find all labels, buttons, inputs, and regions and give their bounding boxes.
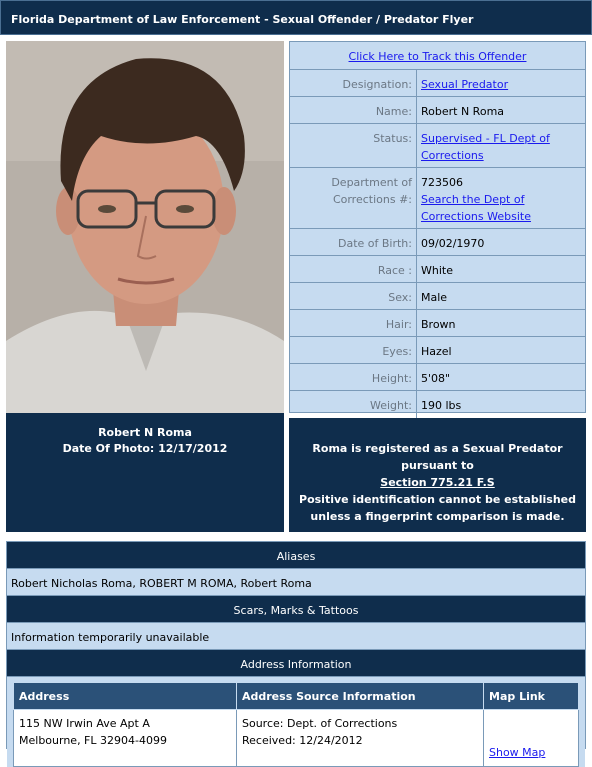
page-title: Florida Department of Law Enforcement - Sexual Offender / Predator Flyer — [0, 0, 592, 35]
info-row-eyes — [290, 337, 585, 364]
scars-heading: Scars, Marks & Tattoos — [7, 596, 585, 623]
designation-label: Designation: — [290, 70, 417, 96]
details-section — [6, 541, 586, 759]
address-line2: Melbourne, FL 32904-4099 — [19, 734, 167, 747]
address-table — [13, 682, 579, 767]
name-label: Name: — [290, 97, 417, 123]
info-row-weight — [290, 391, 585, 418]
eyes-label: Eyes: — [290, 337, 417, 363]
name-value: Robert N Roma — [421, 105, 505, 118]
doc-number-value: 723506 — [421, 176, 463, 189]
address-heading: Address Information — [7, 650, 585, 677]
weight-value: 190 lbs — [421, 399, 462, 412]
photo-caption — [6, 413, 284, 532]
info-row-dob — [290, 229, 585, 256]
status-label: Status: — [290, 124, 417, 167]
hair-value: Brown — [421, 318, 456, 331]
map-cell — [484, 710, 579, 767]
info-row-designation — [290, 70, 585, 97]
doc-number-label: Department of Corrections #: — [290, 168, 417, 228]
status-link[interactable]: Supervised - FL Dept of Corrections — [421, 132, 550, 162]
info-row-hair — [290, 310, 585, 337]
sex-label: Sex: — [290, 283, 417, 309]
scars-text: Information temporarily unavailable — [7, 623, 585, 650]
address-received: Received: 12/24/2012 — [242, 734, 363, 747]
address-area — [7, 677, 585, 767]
info-row-doc-number — [290, 168, 585, 229]
source-column-header: Address Source Information — [237, 683, 484, 710]
info-row-name — [290, 97, 585, 124]
track-offender-link[interactable]: Click Here to Track this Offender — [348, 50, 527, 63]
offender-name-caption: Robert N Roma — [98, 426, 192, 439]
race-label: Race : — [290, 256, 417, 282]
search-doc-website-link[interactable]: Search the Dept of Corrections Website — [421, 193, 531, 223]
info-row-status — [290, 124, 585, 168]
photo-date: Date Of Photo: 12/17/2012 — [62, 442, 228, 455]
height-value: 5'08" — [421, 372, 451, 385]
race-value: White — [421, 264, 453, 277]
notice-line2: Positive identification cannot be established unless a fingerprint comparison is made. — [299, 493, 576, 523]
source-cell — [237, 710, 484, 767]
info-row-sex — [290, 283, 585, 310]
eyes-value: Hazel — [421, 345, 452, 358]
notice-line1: Roma is registered as a Sexual Predator pursuant to — [312, 442, 563, 472]
dob-value: 09/02/1970 — [421, 237, 485, 250]
offender-info-table — [289, 41, 586, 413]
address-source: Source: Dept. of Corrections — [242, 717, 398, 730]
info-row-height — [290, 364, 585, 391]
address-line1: 115 NW Irwin Ave Apt A — [19, 717, 150, 730]
sex-value: Male — [421, 291, 448, 304]
track-row — [290, 42, 585, 70]
address-column-header: Address — [14, 683, 237, 710]
address-cell — [14, 710, 237, 767]
map-column-header: Map Link — [484, 683, 579, 710]
hair-label: Hair: — [290, 310, 417, 336]
show-map-link[interactable]: Show Map — [489, 746, 546, 759]
height-label: Height: — [290, 364, 417, 390]
aliases-heading: Aliases — [7, 542, 585, 569]
info-row-race — [290, 256, 585, 283]
weight-label: Weight: — [290, 391, 417, 418]
aliases-text: Robert Nicholas Roma, ROBERT M ROMA, Robert Roma — [7, 569, 585, 596]
dob-label: Date of Birth: — [290, 229, 417, 255]
statute-link[interactable]: Section 775.21 F.S — [380, 476, 495, 489]
table-row — [14, 710, 579, 767]
registration-notice — [289, 418, 586, 532]
designation-link[interactable]: Sexual Predator — [421, 78, 509, 91]
offender-photo — [6, 41, 284, 413]
